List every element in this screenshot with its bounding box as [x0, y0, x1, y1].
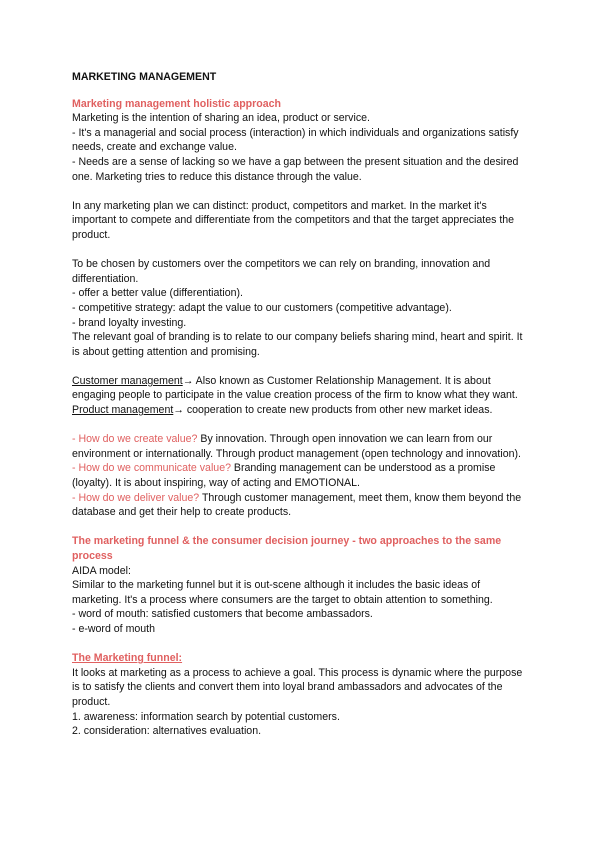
section-heading-holistic: Marketing management holistic approach [72, 97, 281, 110]
answer-text: Through customer management, meet them, know them beyond the database and get their help to create products. [72, 491, 522, 519]
paragraph-product-management [72, 403, 528, 418]
question-communicate-value [72, 461, 528, 490]
question-text: - How do we create value? [72, 433, 198, 446]
list-item: - word of mouth: satisfied customers that become ambassadors. [72, 608, 373, 621]
list-item: 1. awareness: information search by potential customers. [72, 710, 340, 723]
paragraph: Marketing is the intention of sharing an idea, product or service. [72, 112, 370, 125]
spacer [72, 184, 528, 199]
question-create-value [72, 432, 528, 461]
term-product-management: Product management [72, 404, 174, 417]
section-heading-marketing-funnel: The Marketing funnel: [72, 652, 183, 665]
definition-text: → cooperation to create new products from other new market ideas. [173, 404, 493, 417]
list-item: - e-word of mouth [72, 622, 156, 635]
document-page [72, 70, 528, 739]
spacer [72, 637, 528, 652]
paragraph-customer-management [72, 374, 528, 403]
list-item: 2. consideration: alternatives evaluation. [72, 725, 262, 738]
section-heading-funnel-journey: The marketing funnel & the consumer decision journey - two approaches to the same process [72, 535, 502, 562]
question-text: - How do we deliver value? [72, 491, 200, 504]
spacer [72, 520, 528, 535]
answer-text: Branding management can be understood as a promise (loyalty). It is about inspiring, way of acting and EMOTIONAL. [72, 462, 496, 490]
list-item: - brand loyalty investing. [72, 316, 187, 329]
question-text: - How do we communicate value? [72, 462, 231, 475]
term-customer-management: Customer management [72, 374, 183, 387]
paragraph: To be chosen by customers over the competitors we can rely on branding, innovation and differentiation. [72, 258, 491, 285]
definition-text: → Also known as Customer Relationship Management. It is about engaging people to participate in the value creation process of the firm to know what they want. [72, 374, 518, 402]
paragraph: The relevant goal of branding is to relate to our company beliefs sharing mind, heart and spirit. It is about getting attention and promising. [72, 331, 523, 358]
paragraph: - It's a managerial and social process (interaction) in which individuals and organizations satisfy needs, create and exchange value. [72, 126, 519, 154]
paragraph: - Needs are a sense of lacking so we have a gap between the present situation and the desired one. Marketing tries to reduce this distance through the value. [72, 155, 519, 183]
list-item: - offer a better value (differentiation). [72, 287, 243, 300]
spacer [72, 418, 528, 433]
spacer [72, 243, 528, 258]
spacer [72, 359, 528, 374]
paragraph: In any marketing plan we can distinct: product, competitors and market. In the market it's important to compete and differentiate from the competitors and that the target appreciates the product. [72, 199, 515, 241]
page-title: MARKETING MANAGEMENT [72, 71, 217, 83]
list-item: - competitive strategy: adapt the value to our customers (competitive advantage). [72, 301, 452, 314]
paragraph: Similar to the marketing funnel but it is out-scene although it includes the basic ideas of marketing. It's a process where consumers are the target to obtain attention to something. [72, 579, 493, 606]
answer-text: By innovation. Through open innovation we can learn from our environment or internationally. Through product management (open technology and innovation). [72, 433, 521, 460]
paragraph: AIDA model: [72, 564, 131, 577]
paragraph: It looks at marketing as a process to achieve a goal. This process is dynamic where the purpose is to satisfy the clients and convert them into loyal brand ambassadors and advocates of the product. [72, 666, 523, 708]
question-deliver-value [72, 491, 528, 520]
